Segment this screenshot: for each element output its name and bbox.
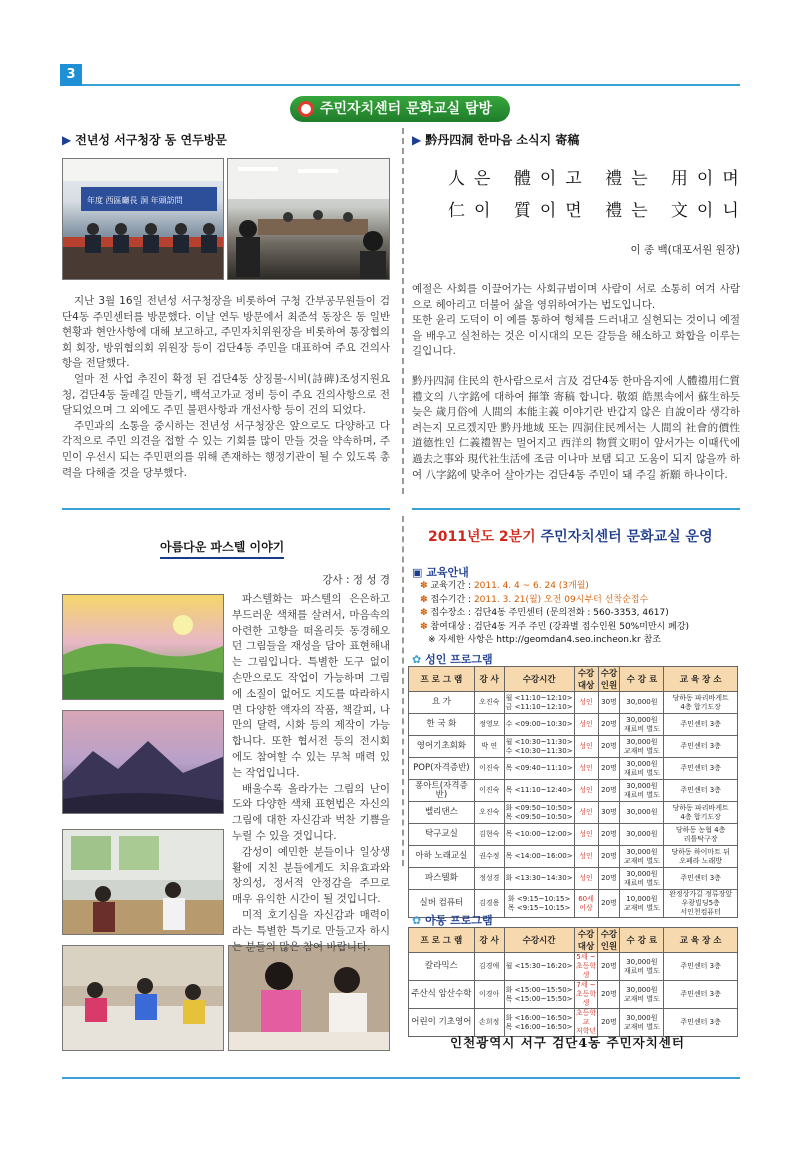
calligraphy-line-2: 仁이 質이면 禮는 文이니 <box>448 201 748 221</box>
table-cell: 30,000원 재료비 별도 <box>620 780 664 802</box>
page-number: 3 <box>60 64 82 86</box>
pastel-painting-1 <box>62 594 224 700</box>
info-list <box>420 580 740 648</box>
program-title-red: 2011년도 2분기 <box>428 529 536 545</box>
info-item: ✽ 참여대상 : 검단4동 거주 주민 (강좌별 접수인원 50%미만시 폐강) <box>420 621 690 632</box>
table-cell: 당하동 파리바게트 4층 합기도장 <box>664 802 738 824</box>
table-cell: 오진숙 <box>474 802 504 824</box>
info-item: ✽ 접수기간 : 2011. 3. 21(월) 오전 09시부터 선착순접수 <box>420 594 649 605</box>
gear-bullet-icon: ✽ <box>420 581 428 591</box>
table-cell: 30,000원 교재비 별도 <box>620 1009 664 1037</box>
table-header-row <box>409 667 738 692</box>
column-header: 수강인원 <box>598 667 620 692</box>
table-cell: 월 <11:10~12:10> 금 <11:10~12:10> <box>504 692 574 714</box>
column-header: 강 사 <box>474 928 504 953</box>
adult-heading: ✿ 성인 프로그램 <box>412 653 493 666</box>
pastel-heading: 아름다운 파스텔 이야기 <box>160 538 284 559</box>
table-cell: 월 <15:30~16:20> <box>504 953 574 981</box>
banner-caption: 年度 西區廳長 洞 年頭訪問 <box>87 196 183 205</box>
table-cell: 5세 ~ 초등학생 <box>575 953 597 979</box>
table-cell: 목 <09:40~11:10> <box>504 758 574 780</box>
paragraph: 주민과의 소통을 중시하는 전년성 서구청장은 앞으로도 다양하고 다각적으로 주민 의견을 접할 수 있는 기회를 많이 만들 것을 약속하며, 주민이 우선시 되는 주민편의를 위해 존재하는 행정기관이 될 수 있도록 총력을 다해줄 것을 당부했다. <box>62 419 390 479</box>
top-rule <box>82 84 740 86</box>
child-program-table <box>408 927 738 1037</box>
table-cell: 영어기초회화 <box>409 736 475 758</box>
column-header: 수강시간 <box>504 667 574 692</box>
table-cell: 성인 <box>574 714 598 736</box>
info-heading: ▣ 교육안내 <box>412 566 469 579</box>
table-cell: 손희정 <box>474 1009 504 1037</box>
paragraph: 지난 3월 16일 전년성 서구청장을 비롯하여 구청 간부공무원들이 검단4동 주민센터를 방문했다. 이날 연두 방문에서 최준석 동장은 동 일반현황과 현안사항에 대해 보고하고, 주민자치위원장을 비롯하여 통장협의회 회장, 방위협의회 위원장 등이 검단4동 주민을 대표하여 주요 건의사항을 전달했다. <box>62 295 390 370</box>
table-row <box>409 736 738 758</box>
table-cell: 30,000원 재료비 별도 <box>620 953 664 981</box>
table-cell: 성인 <box>574 758 598 780</box>
table-cell: 주민센터 3층 <box>664 714 738 736</box>
banner-title: 주민자치센터 문화교실 탐방 <box>320 101 493 117</box>
table-cell: 화 <15:00~15:50> 목 <15:00~15:50> <box>504 981 574 1009</box>
table-cell: 이경아 <box>474 981 504 1009</box>
table-cell: 주민센터 3층 <box>664 780 738 802</box>
program-title-blue: 주민자치센터 문화교실 운영 <box>540 529 713 545</box>
gear-bullet-icon: ✽ <box>420 621 428 632</box>
table-cell: 초등학교 저학년 <box>575 1009 597 1035</box>
class-photo-2 <box>62 945 224 1051</box>
column-header: 프 로 그 램 <box>409 928 475 953</box>
table-cell: 20명 <box>598 1009 620 1037</box>
table-row <box>409 981 738 1009</box>
table-cell: 파스텔화 <box>409 868 475 890</box>
table-cell: 60세 이상 <box>574 890 598 918</box>
table-cell: 벨리댄스 <box>409 802 475 824</box>
bullet-circle-icon <box>298 101 314 117</box>
program-title <box>428 526 713 546</box>
table-cell: 실버 컴퓨터 <box>409 890 475 918</box>
table-cell: 30명 <box>598 802 620 824</box>
class-photo-1 <box>62 829 224 935</box>
visit-photo-2 <box>227 158 390 280</box>
gear-bullet-icon: ✽ <box>420 594 428 605</box>
table-cell: 20명 <box>598 824 620 846</box>
right-top-heading: ▶ 黔丹四洞 한마음 소식지 寄稿 <box>412 133 580 147</box>
table-cell: 이진숙 <box>474 780 504 802</box>
table-cell: 30명 <box>598 692 620 714</box>
table-cell: 목 <10:00~12:00> <box>504 824 574 846</box>
table-cell: 아하 노래교실 <box>409 846 475 868</box>
table-cell: 20명 <box>598 846 620 868</box>
table-cell: 30,000원 교재비 별도 <box>620 981 664 1009</box>
table-cell: 권수정 <box>474 846 504 868</box>
child-heading: ✿ 아동 프로그램 <box>412 914 493 927</box>
paragraph: 또한 윤리 도덕이 이 예를 통하여 형체를 드러내고 실현되는 것이니 예절을 배우고 실천하는 것은 이시대의 모든 갈등을 해소하고 화합을 이루는 길입니다. <box>412 314 740 358</box>
triangle-bullet-icon: ▶ <box>412 133 422 147</box>
instructor: 강사 : 정 성 경 <box>322 574 390 586</box>
info-note: ※ 자세한 사항은 http://geomdan4.seo.incheon.kr 참조 <box>428 635 661 645</box>
table-cell: 목 <14:00~16:00> <box>504 846 574 868</box>
section-banner <box>290 96 510 122</box>
table-cell: 20명 <box>598 890 620 918</box>
left-top-body <box>62 294 390 481</box>
paragraph: 미적 호기심을 자신감과 매력이라는 특별한 특기로 만들고자 하시는 분들의 많은 참여 바랍니다. <box>232 908 390 953</box>
class-photo-3 <box>228 945 390 1051</box>
paragraph: 감성이 예민한 분들이나 일상생활에 지친 분들에게도 치유효과와 창의성, 정서적 안정감을 주므로 매우 유익한 시간이 될 것입니다. <box>232 845 390 906</box>
table-cell: 이진숙 <box>474 758 504 780</box>
table-cell: 성인 <box>574 824 598 846</box>
table-cell: 당하동 파리바게트 4층 합기도장 <box>664 692 738 714</box>
table-cell: 20명 <box>598 780 620 802</box>
table-cell: 주민센터 3층 <box>664 953 738 981</box>
table-cell: 성인 <box>574 846 598 868</box>
bottom-rule <box>62 1077 740 1079</box>
flower-bullet-icon: ✿ <box>412 653 422 666</box>
table-cell: 박 연 <box>474 736 504 758</box>
column-header: 수 강 료 <box>620 928 664 953</box>
table-cell: POP(자격증반) <box>409 758 475 780</box>
paragraph: 파스텔화는 파스텔의 은은하고 부드러운 색채를 살려서, 마음속의 아련한 고향을 떠올리듯 동경해오던 그림들을 재성을 담아 표현해내는 그림입니다. 특별한 도구 없이 손만으로도 작업이 가능하며 그림에 소질이 없어도 지도를 따라하시면 다양한 액자의 작품, 책갈피, 나만의 달력, 시화 등의 제작이 가능합니다. 또한 협서전 등의 전시회에도 참여할 수 있는 무척 매력 있는 작업입니다. <box>232 593 390 779</box>
table-cell: 월 <10:30~11:30> 수 <10:30~11:30> <box>504 736 574 758</box>
table-cell: 정성경 <box>474 868 504 890</box>
info-item: ✽ 교육기간 : 2011. 4. 4 ~ 6. 24 (3개월) <box>420 581 589 591</box>
table-cell: 김경용 <box>474 890 504 918</box>
table-cell: 칼라믹스 <box>409 953 475 981</box>
table-cell: 화 <13:30~14:30> <box>504 868 574 890</box>
table-row <box>409 824 738 846</box>
table-cell: 화 <09:50~10:50> 목 <09:50~10:50> <box>504 802 574 824</box>
table-row <box>409 953 738 981</box>
table-cell: 주민센터 3층 <box>664 758 738 780</box>
left-top-heading: ▶ 전년성 서구청장 동 연두방문 <box>62 133 227 147</box>
table-cell: 수 <09:00~10:30> <box>504 714 574 736</box>
table-cell: 성인 <box>574 868 598 890</box>
table-row <box>409 868 738 890</box>
flower-bullet-icon: ✿ <box>412 914 422 927</box>
table-cell: 30,000원 재료비 별도 <box>620 758 664 780</box>
organization-name: 인천광역시 서구 검단4동 주민자치센터 <box>450 1035 685 1050</box>
table-cell: 화 <9:15~10:15> 목 <9:15~10:15> <box>504 890 574 918</box>
calligraphy-line-1: 人은 體이고 禮는 用이며 <box>448 169 748 189</box>
table-cell: 20명 <box>598 981 620 1009</box>
table-cell: 30,000원 <box>620 802 664 824</box>
square-bullet-icon: ▣ <box>412 566 423 579</box>
table-cell: 30,000원 교재비 별도 <box>620 736 664 758</box>
info-item: ✽ 접수장소 : 검단4동 주민센터 (문의전화 : 560-3353, 4617) <box>420 608 669 618</box>
visit-photo-1 <box>62 158 224 280</box>
right-top-body <box>412 282 740 483</box>
pastel-painting-2 <box>62 710 224 814</box>
table-cell: 30,000원 재료비 별도 <box>620 714 664 736</box>
table-cell: 오진숙 <box>474 692 504 714</box>
author: 이 종 백(대포서원 원장) <box>630 244 740 256</box>
column-header: 수강시간 <box>504 928 574 953</box>
table-cell: 성인 <box>574 802 598 824</box>
table-row <box>409 758 738 780</box>
column-header: 교 육 장 소 <box>664 928 738 953</box>
column-header: 교 육 장 소 <box>664 667 738 692</box>
column-header: 수 강 료 <box>620 667 664 692</box>
table-cell: 7세 ~ 초등학생 <box>575 981 597 1007</box>
column-header: 수강대상 <box>574 667 598 692</box>
adult-program-table <box>408 666 738 918</box>
table-cell: 20명 <box>598 953 620 981</box>
table-cell: 완정상가길 정류장앞 우광빌딩5층 서인천컴퓨터 <box>664 890 738 918</box>
table-cell: 주민센터 3층 <box>664 868 738 890</box>
table-cell: 30,000원 교재비 별도 <box>620 846 664 868</box>
column-divider-bottom <box>402 516 404 866</box>
table-cell: 목 <11:10~12:40> <box>504 780 574 802</box>
table-cell: 어린이 기초영어 <box>409 1009 475 1037</box>
middle-rule-right <box>412 508 740 510</box>
table-row <box>409 714 738 736</box>
triangle-bullet-icon: ▶ <box>62 133 72 147</box>
column-header: 강 사 <box>474 667 504 692</box>
pastel-body <box>232 592 390 955</box>
column-header: 수강대상 <box>574 928 598 953</box>
middle-rule-left <box>62 508 390 510</box>
table-cell: 주산식 암산수학 <box>409 981 475 1009</box>
table-cell: 성인 <box>574 736 598 758</box>
paragraph: 예절은 사회를 이끌어가는 사회규범이며 사람이 서로 소통히 여겨 사람으로 헤아리고 더불어 삶을 영위하여가는 법도입니다. <box>412 283 740 311</box>
table-cell: 김현숙 <box>474 824 504 846</box>
paragraph: 얼마 전 사업 추진이 확정 된 검단4동 상징물-시비(詩碑)조성지원요청, 검단4동 둘레길 만들기, 백석고가교 정비 등이 주요 건의사항으로 전달되었으며 그 외에도 주민 불편사항과 개선사항 등이 건의 되었다. <box>62 372 390 417</box>
table-cell: 주민센터 3층 <box>664 981 738 1009</box>
table-row <box>409 780 738 802</box>
table-cell: 당하동 농협 4층 리틀탁구장 <box>664 824 738 846</box>
table-cell: 정영모 <box>474 714 504 736</box>
column-divider <box>402 128 404 494</box>
paragraph: 배울수록 올라가는 그림의 난이도와 다양한 색채 표현법은 자신의 그림에 대한 자신감과 벅찬 기쁨을 누릴 수 있을 것입니다. <box>232 782 390 842</box>
table-cell: 성인 <box>574 692 598 714</box>
column-header: 수강인원 <box>598 928 620 953</box>
table-cell: 한 국 화 <box>409 714 475 736</box>
table-cell: 퐁아트(자격증반) <box>409 780 475 802</box>
table-cell: 20명 <box>598 714 620 736</box>
table-cell: 주민센터 3층 <box>664 1009 738 1037</box>
table-cell: 20명 <box>598 758 620 780</box>
table-header-row <box>409 928 738 953</box>
table-cell: 30,000원 <box>620 824 664 846</box>
column-header: 프 로 그 램 <box>409 667 475 692</box>
gear-bullet-icon: ✽ <box>420 608 428 618</box>
paragraph: 黔丹四洞 住民의 한사람으로서 言及 검단4동 한마음지에 人體禮用仁質禮文의 八字銘에 대하여 揮筆 寄稿 합니다. 敬頌 皓黑속에서 蘇生하듯 늦은 歲月俗에 人間의 本能主義 이야기란 반갑지 않은 自說이라 생각하려는지 모르겠지만 黔丹地域 또는 四洞住民께서는 人間의 社會的價性 道德性인 仁義禮智는 멀어지고 西洋의 物質文明이 앞서가는 이때代에 過去之事와 現代社生活에 조금 이나마 보탬 되고 도움이 되지 않을까 하여 八字銘에 맞추어 살아가는 검단4동 주민이 돼 주길 祈願 하나이다. <box>412 374 740 481</box>
table-cell: 성인 <box>574 780 598 802</box>
table-cell: 당하동 하이마트 뒤 오페라 노래방 <box>664 846 738 868</box>
table-cell: 10,000원 교재비 별도 <box>620 890 664 918</box>
table-cell: 20명 <box>598 868 620 890</box>
table-row <box>409 802 738 824</box>
table-cell: 20명 <box>598 736 620 758</box>
table-row <box>409 846 738 868</box>
table-cell: 요 가 <box>409 692 475 714</box>
table-cell: 화 <16:00~16:50> 목 <16:00~16:50> <box>504 1009 574 1037</box>
table-cell: 30,000원 <box>620 692 664 714</box>
table-cell: 주민센터 3층 <box>664 736 738 758</box>
table-cell: 탁구교실 <box>409 824 475 846</box>
table-cell: 김경애 <box>474 953 504 981</box>
table-cell: 30,000원 재료비 별도 <box>620 868 664 890</box>
table-row <box>409 692 738 714</box>
